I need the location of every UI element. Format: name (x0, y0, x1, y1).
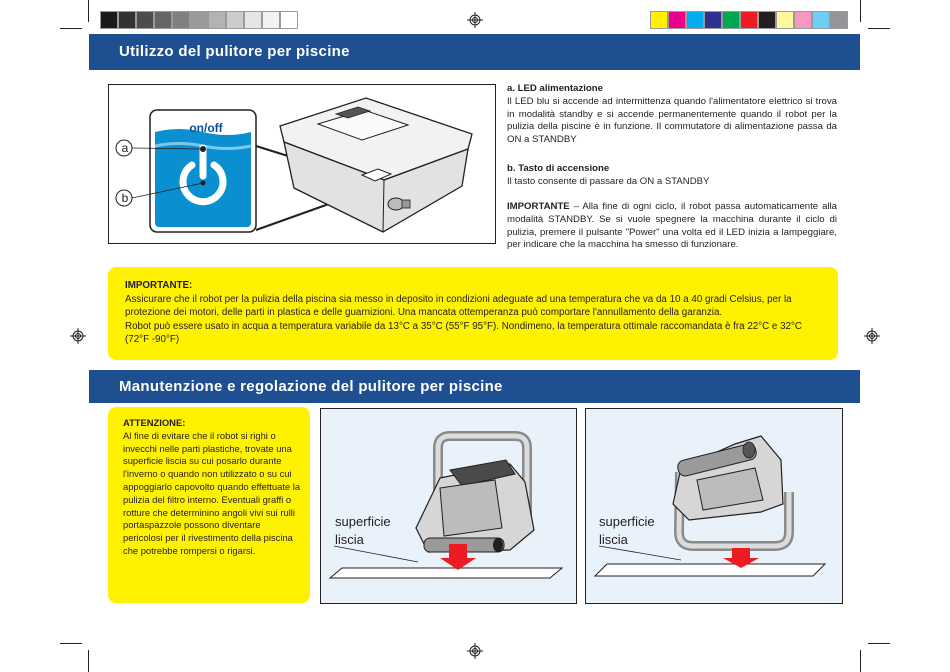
surface-label-line-1: superficie (335, 514, 391, 529)
figure-robot-inverted (585, 408, 843, 604)
color-swatch (722, 11, 740, 29)
crop-mark-icon (60, 28, 82, 29)
surface-label-line-2: liscia (335, 532, 364, 547)
important-line-1: Assicurare che il robot per la pulizia della piscina sia messo in deposito in condizioni adeguate ad una temperatura che va da 10 a 40 gradi Celsius, per la protezione dei motori, delle parti in plastica e delle guarnizioni. Una mancata ottemperanza può comportare l'annullamento della garanzia. (125, 293, 792, 319)
registration-mark-icon (864, 328, 880, 344)
crop-mark-icon (860, 0, 861, 22)
crop-mark-icon (60, 643, 82, 644)
on-off-label: on/off (189, 121, 223, 135)
color-swatch (226, 11, 244, 29)
led-body: Il LED blu si accende ad intermittenza quando l'alimentatore elettrico si trova in modalità standby e si accende permanentemente quando il robot per la pulizia della piscine è in funzione. Il commutatore di alimentazione passa da ON a STANDBY (507, 95, 837, 146)
standby-note-label: IMPORTANTE (507, 201, 570, 212)
registration-mark-icon (70, 328, 86, 344)
crop-mark-icon (868, 28, 890, 29)
registration-mark-icon (467, 643, 483, 659)
important-storage-box (108, 267, 838, 360)
surface-label-line-2: liscia (599, 532, 628, 547)
section-header-maintenance (89, 370, 860, 403)
attention-title: ATTENZIONE: (123, 417, 186, 428)
color-swatch (686, 11, 704, 29)
led-description (507, 83, 837, 147)
registration-mark-icon (467, 12, 483, 28)
color-swatch (190, 11, 208, 29)
color-swatch (776, 11, 794, 29)
color-swatch (794, 11, 812, 29)
color-swatch (758, 11, 776, 29)
robot-illustration (416, 436, 534, 552)
section-header-usage (89, 34, 860, 70)
color-swatch (136, 11, 154, 29)
color-swatch (262, 11, 280, 29)
color-swatch (172, 11, 190, 29)
button-title: b. Tasto di accensione (507, 163, 610, 174)
section-title: Utilizzo del pulitore per piscine (119, 43, 350, 60)
color-swatch (100, 11, 118, 29)
color-swatch (830, 11, 848, 29)
standby-note-body: – Alla fine di ogni ciclo, il robot passa automaticamente alla modalità STANDBY. Se si vuole spegnere la macchina durante il ciclo di pulizia, premere il pulsante "Power" una volta ed il LED inizia a lampeggiare, per indicare che la macchina ha smesso di funzionare. (507, 201, 837, 251)
led-title: a. LED alimentazione (507, 83, 603, 94)
crop-mark-icon (868, 643, 890, 644)
section-title: Manutenzione e regolazione del pulitore per piscine (119, 378, 503, 395)
color-swatch (704, 11, 722, 29)
crop-mark-icon (88, 650, 89, 672)
surface-label-line-1: superficie (599, 514, 655, 529)
standby-note (507, 201, 837, 252)
attention-box (108, 407, 310, 603)
button-body: Il tasto consente di passare da ON a STANDBY (507, 175, 710, 187)
color-swatch (668, 11, 686, 29)
important-title: IMPORTANTE: (125, 280, 193, 291)
color-swatch (650, 11, 668, 29)
callout-a-label: a (121, 141, 129, 155)
figure-power-supply (108, 84, 496, 244)
crop-mark-icon (88, 0, 89, 22)
robot-illustration (673, 436, 789, 546)
color-swatch (244, 11, 262, 29)
color-swatch (208, 11, 226, 29)
button-description (507, 163, 837, 189)
color-swatch (118, 11, 136, 29)
important-line-2: Robot può essere usato in acqua a temperatura variabile da 13°C a 35°C (55°F 95°F). Nondimeno, la temperatura ottimale raccomandata è fra 22°C e 32°C (72°F -90°F) (125, 320, 802, 346)
callout-b-label: b (121, 191, 129, 205)
color-swatch (812, 11, 830, 29)
color-swatch (280, 11, 298, 29)
attention-body: Al fine di evitare che il robot si righi o invecchi nelle parti plastiche, trovate una superficie liscia su cui posarlo durante l'inverno o quando non utilizzato o su cui appoggiarlo capovolto quando effettuate la pulizia del filtro interno. Eventuali graffi o rotture che determinino angoli vivi sui rulli portaspazzole possono diventare pericolosi per il rivestimento della piscina che potrebbe rompersi o rigarsi. (123, 429, 301, 556)
crop-mark-icon (860, 650, 861, 672)
color-swatch (740, 11, 758, 29)
figure-robot-upright (320, 408, 577, 604)
color-swatch (154, 11, 172, 29)
